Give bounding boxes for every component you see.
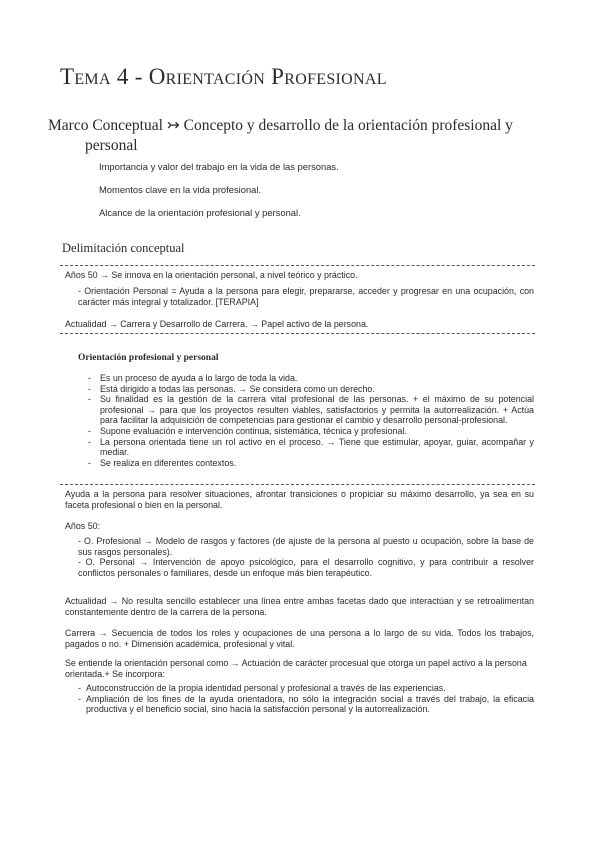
- delim-actualidad: Actualidad → Carrera y Desarrollo de Carrera. → Papel activo de la persona.: [65, 319, 369, 329]
- delim-orientacion-personal: - Orientación Personal = Ayuda a la persona para elegir, prepararse, acceder y progresar en una ocupación, con carácter más integral y totalizador. [TERAPIA]: [78, 286, 534, 307]
- marco-line-2: personal: [85, 137, 138, 154]
- entiende-paragraph: Se entiende la orientación personal como → Actuación de carácter procesual que otorga un papel activo a la persona orientada.+ Se incorpora:: [65, 658, 527, 679]
- list-item: - Es un proceso de ayuda a lo largo de toda la vida.: [86, 373, 534, 384]
- incorpora-list: [78, 683, 534, 715]
- o-profesional: - O. Profesional → Modelo de rasgos y factores (de ajuste de la persona al puesto u ocupación, sobre la base de sus rasgos personales).: [78, 536, 534, 557]
- marco-line-1: Marco Conceptual ↣ Concepto y desarrollo de la orientación profesional y: [48, 117, 513, 134]
- divider: [60, 333, 535, 334]
- list-item: - Su finalidad es la gestión de la carrera vital profesional de las personas. + el máximo de su potencial profesional → para que los proyectos resulten viables, satisfactorios y permita la autorrealización. + Actúa para facilitar la adquisición de competencias para gestionar el cambio y desarrollo personal-profesional.: [86, 394, 534, 426]
- top-item-momentos: Momentos clave en la vida profesional.: [99, 184, 262, 195]
- carrera-paragraph: Carrera → Secuencia de todos los roles y ocupaciones de una persona a lo largo de su vida. Todos los trabajos, pagados o no. + Dimensión académica, profesional y vital.: [65, 628, 534, 649]
- page-title: [60, 64, 387, 90]
- orientacion-pp-heading: Orientación profesional y personal: [78, 353, 219, 363]
- top-item-alcance: Alcance de la orientación profesional y personal.: [99, 207, 301, 218]
- actualidad-paragraph: Actualidad → No resulta sencillo establecer una línea entre ambas facetas dado que interactúan y se retroalimentan constantemente dentro de la carrera de la persona.: [65, 596, 534, 617]
- anos50-label: Años 50:: [65, 521, 101, 531]
- divider: [60, 265, 535, 266]
- list-item: - La persona orientada tiene un rol activo en el proceso. → Tiene que estimular, apoyar, guiar, acompañar y mediar.: [86, 437, 534, 458]
- list-item: - Supone evaluación e intervención continua, sistemática, técnica y profesional.: [86, 426, 534, 437]
- title-main: Orientación Profesional: [148, 64, 387, 89]
- marco-conceptual-heading: [48, 116, 548, 156]
- ayuda-paragraph: Ayuda a la persona para resolver situaciones, afrontar transiciones o propiciar su máximo desarrollo, ya sea en su faceta profesional o bien en la personal.: [65, 489, 534, 510]
- title-prefix: Tema 4 -: [60, 64, 149, 89]
- top-item-importancia: Importancia y valor del trabajo en la vida de las personas.: [99, 161, 339, 172]
- list-item: - Autoconstrucción de la propia identidad personal y profesional a través de las experiencias.: [78, 683, 534, 694]
- orientacion-pp-list: [86, 373, 534, 468]
- o-personal: - O. Personal → Intervención de apoyo psicológico, para el desarrollo cognitivo, y para contribuir a resolver conflictos personales o familiares, desde un enfoque más bien terapéutico.: [78, 557, 534, 578]
- divider: [60, 484, 535, 485]
- list-item: - Está dirigido a todas las personas. → Se considera como un derecho.: [86, 384, 534, 395]
- delim-anos50: Años 50 → Se innova en la orientación personal, a nivel teórico y práctico.: [65, 270, 358, 280]
- delimitacion-heading: Delimitación conceptual: [62, 241, 185, 255]
- list-item: - Se realiza en diferentes contextos.: [86, 458, 534, 469]
- list-item: - Ampliación de los fines de la ayuda orientadora, no sólo la integración social a través del trabajo, la eficacia productiva y el beneficio social, sino hacia la satisfacción personal y la autorrealización.: [78, 694, 534, 715]
